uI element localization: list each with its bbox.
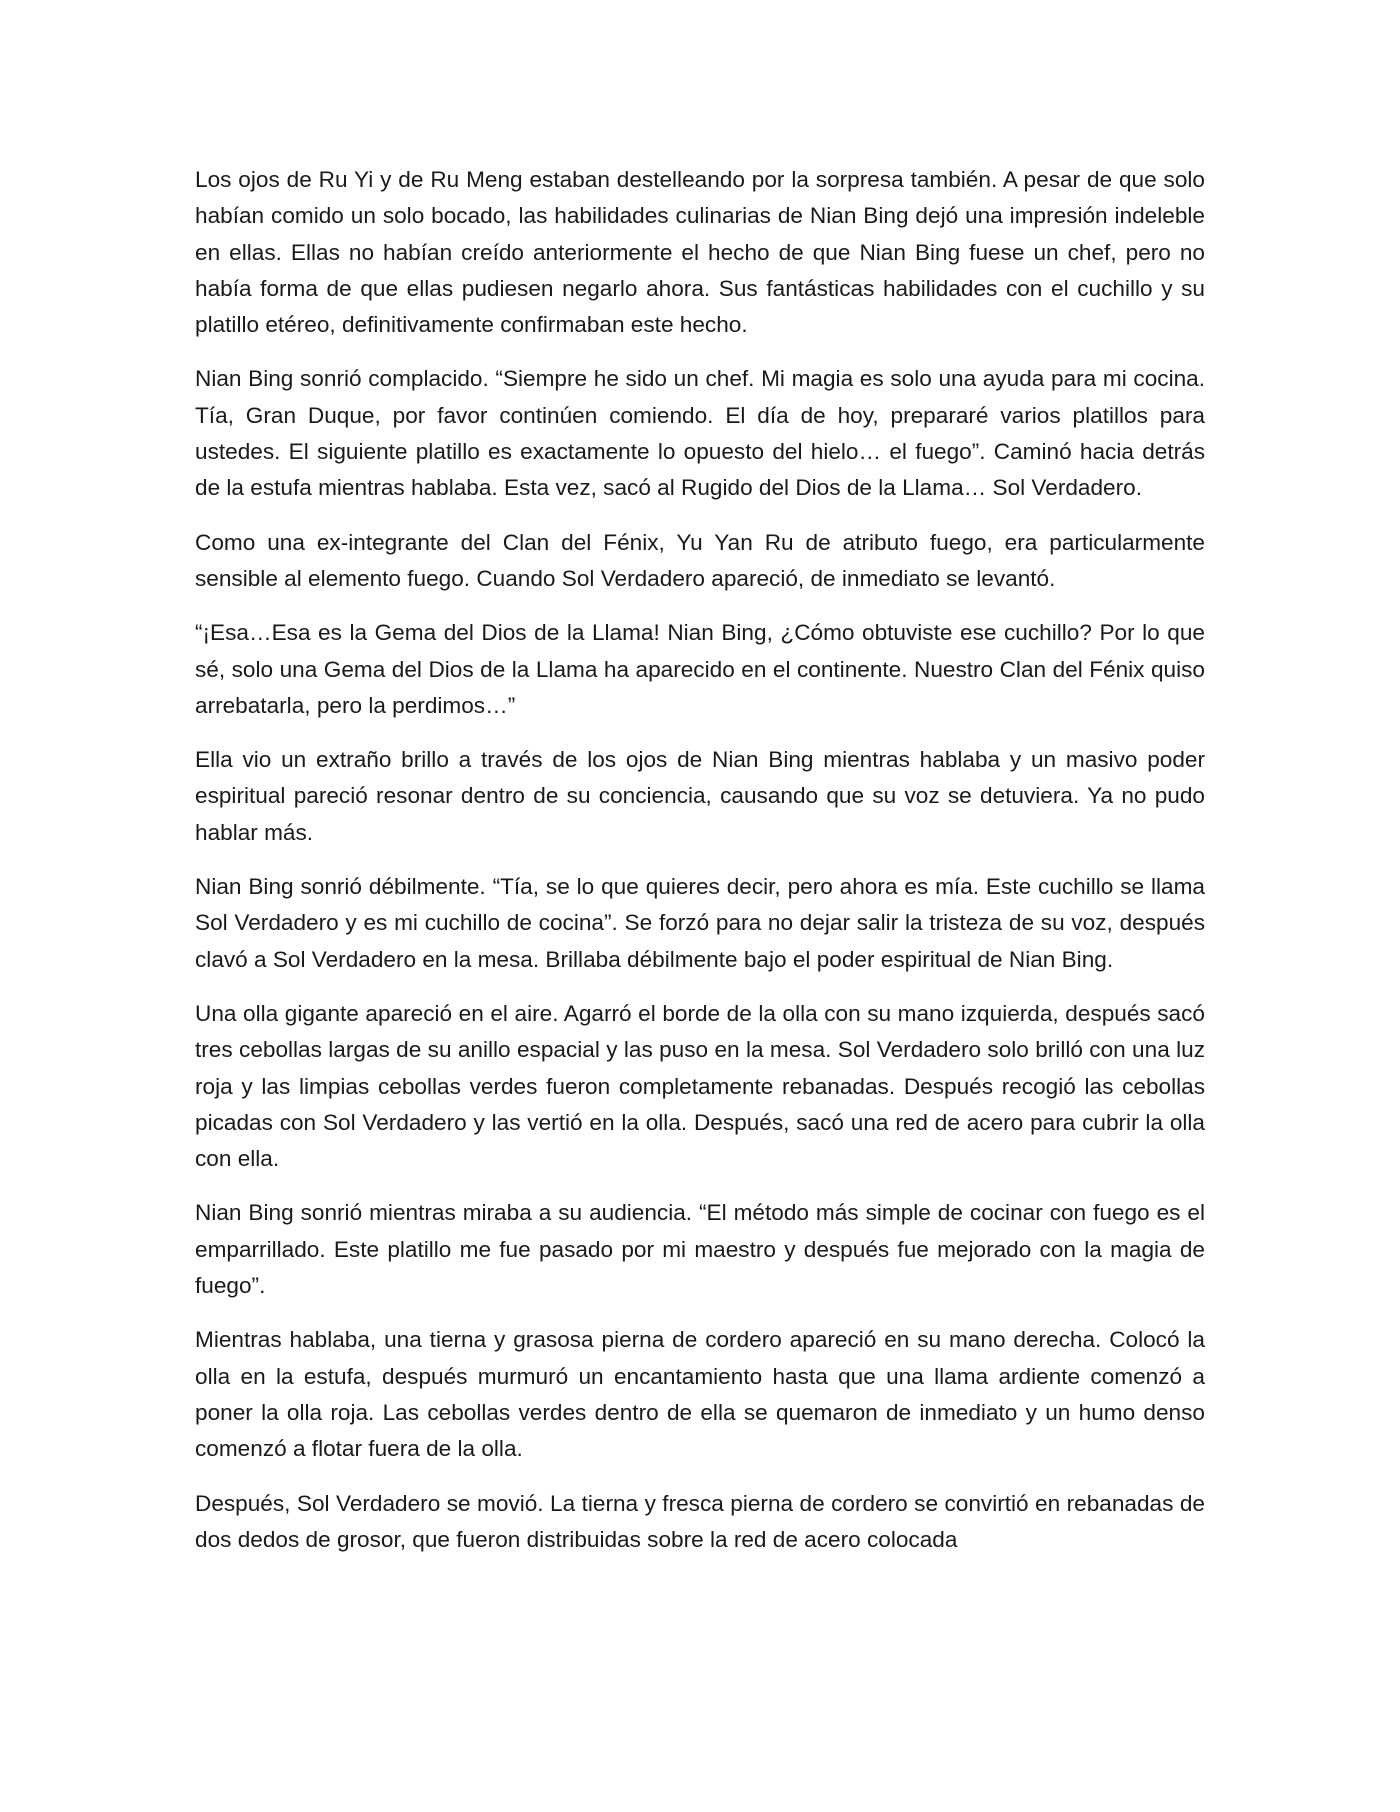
paragraph: Nian Bing sonrió complacido. “Siempre he sido un chef. Mi magia es solo una ayuda para mi cocina. Tía, Gran Duque, por favor continúen comiendo. El día de hoy, prepararé varios platillos para ustedes. El siguiente platillo es exactamente lo opuesto del hielo… el fuego”. Caminó hacia detrás de la estufa mientras hablaba. Esta vez, sacó al Rugido del Dios de la Llama… Sol Verdadero. — [195, 366, 1205, 501]
paragraph: Como una ex-integrante del Clan del Fénix, Yu Yan Ru de atributo fuego, era particularmente sensible al elemento fuego. Cuando Sol Verdadero apareció, de inmediato se levantó. — [195, 529, 1205, 591]
paragraph: Mientras hablaba, una tierna y grasosa pierna de cordero apareció en su mano derecha. Colocó la olla en la estufa, después murmuró un encantamiento hasta que una llama ardiente comenzó a poner la olla roja. Las cebollas verdes dentro de ella se quemaron de inmediato y un humo denso comenzó a flotar fuera de la olla. — [195, 1327, 1205, 1462]
paragraph: “¡Esa…Esa es la Gema del Dios de la Llama! Nian Bing, ¿Cómo obtuviste ese cuchillo? Por lo que sé, solo una Gema del Dios de la Llama ha aparecido en el continente. Nuestro Clan del Fénix quiso arrebatarla, pero la perdimos…” — [195, 620, 1205, 718]
document-page — [195, 162, 1205, 1576]
paragraph: Los ojos de Ru Yi y de Ru Meng estaban destelleando por la sorpresa también. A pesar de que solo habían comido un solo bocado, las habilidades culinarias de Nian Bing dejó una impresión indeleble en ellas. Ellas no habían creído anteriormente el hecho de que Nian Bing fuese un chef, pero no había forma de que ellas pudiesen negarlo ahora. Sus fantásticas habilidades con el cuchillo y su platillo etéreo, definitivamente confirmaban este hecho. — [195, 167, 1205, 338]
paragraph: Una olla gigante apareció en el aire. Agarró el borde de la olla con su mano izquierda, después sacó tres cebollas largas de su anillo espacial y las puso en la mesa. Sol Verdadero solo brilló con una luz roja y las limpias cebollas verdes fueron completamente rebanadas. Después recogió las cebollas picadas con Sol Verdadero y las vertió en la olla. Después, sacó una red de acero para cubrir la olla con ella. — [195, 1000, 1205, 1172]
paragraph: Después, Sol Verdadero se movió. La tierna y fresca pierna de cordero se convirtió en rebanadas de dos dedos de grosor, que fueron distribuidas sobre la red de acero colocada — [195, 1490, 1205, 1552]
paragraph: Nian Bing sonrió débilmente. “Tía, se lo que quieres decir, pero ahora es mía. Este cuchillo se llama Sol Verdadero y es mi cuchillo de cocina”. Se forzó para no dejar salir la tristeza de su voz, después clavó a Sol Verdadero en la mesa. Brillaba débilmente bajo el poder espiritual de Nian Bing. — [195, 874, 1205, 972]
paragraph: Nian Bing sonrió mientras miraba a su audiencia. “El método más simple de cocinar con fuego es el emparrillado. Este platillo me fue pasado por mi maestro y después fue mejorado con la magia de fuego”. — [195, 1200, 1205, 1299]
paragraph: Ella vio un extraño brillo a través de los ojos de Nian Bing mientras hablaba y un masivo poder espiritual pareció resonar dentro de su conciencia, causando que su voz se detuviera. Ya no pudo hablar más. — [195, 747, 1205, 845]
